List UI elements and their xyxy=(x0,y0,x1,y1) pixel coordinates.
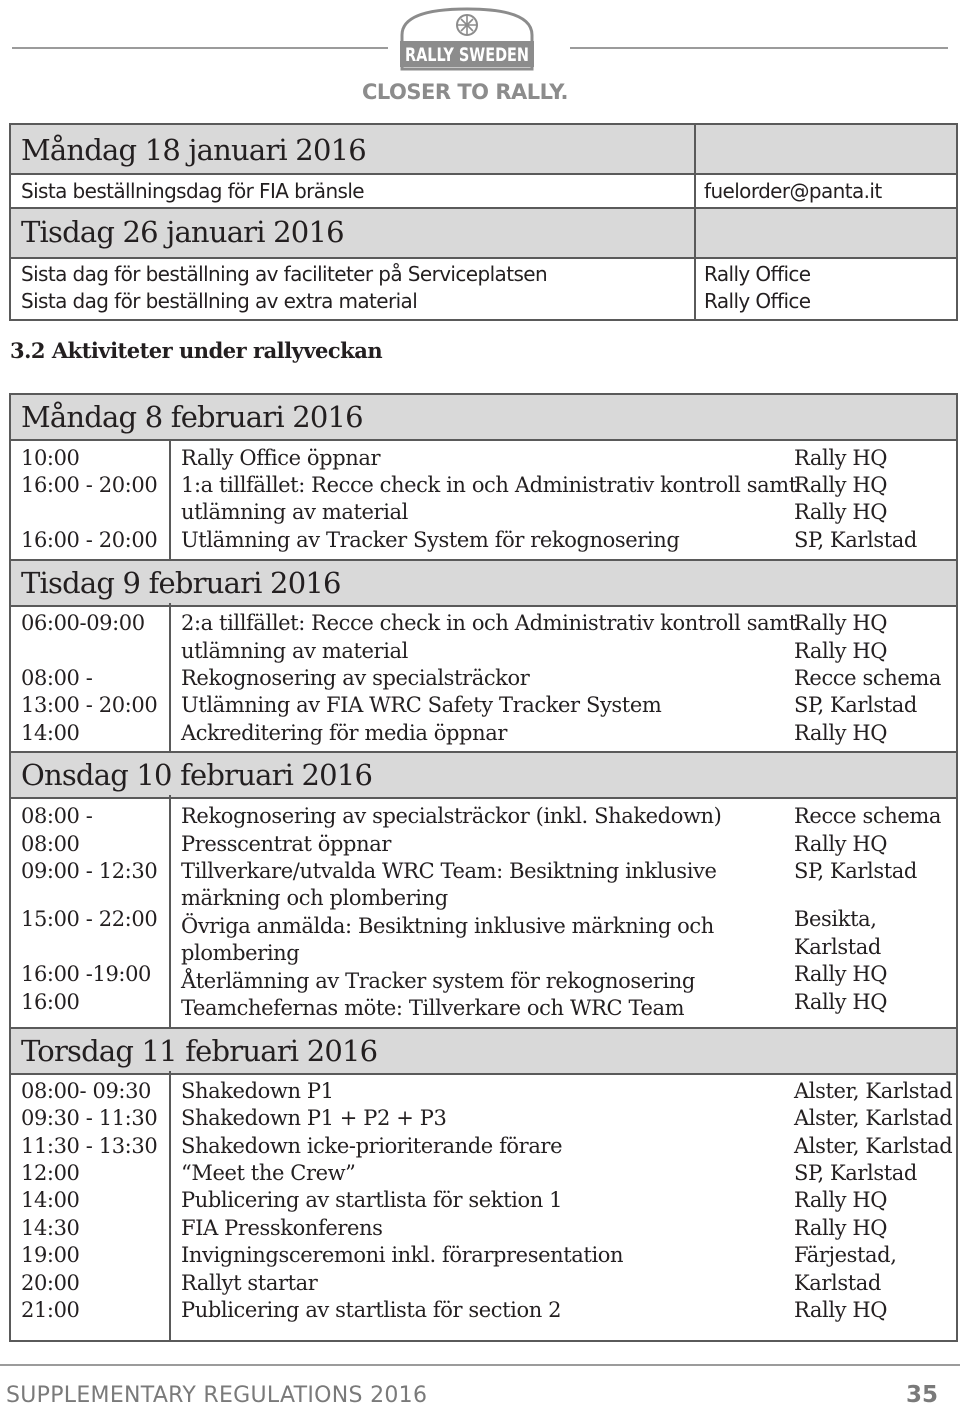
schedule-location: Recce schema xyxy=(794,666,941,690)
schedule-activity: utlämning av material xyxy=(181,500,408,524)
header-rule-left xyxy=(12,47,388,49)
schedule-time: 19:00 xyxy=(21,1243,80,1267)
schedule-time: 15:00 - 22:00 xyxy=(21,907,158,931)
schedule-time: 16:00 -19:00 xyxy=(21,962,152,986)
schedule-activity: Publicering av startlista för section 2 xyxy=(181,1298,562,1322)
schedule-time: 14:00 xyxy=(21,721,80,745)
schedule-location: Färjestad, xyxy=(794,1243,897,1267)
schedule-column-divider xyxy=(169,439,171,559)
schedule-activity: Shakedown P1 xyxy=(181,1079,334,1103)
schedule-activity: Publicering av startlista för sektion 1 xyxy=(181,1188,563,1212)
deadline-contact: fuelorder@panta.it xyxy=(704,179,882,203)
schedule-time: 11:30 - 13:30 xyxy=(21,1134,158,1158)
day-heading: Onsdag 10 februari 2016 xyxy=(21,758,373,792)
schedule-activity: Teamchefernas möte: Tillverkare och WRC Team xyxy=(181,996,685,1020)
schedule-activity: Rekognosering av specialsträckor xyxy=(181,666,530,690)
deadline-contact: Rally Office xyxy=(704,262,811,286)
schedule-time: 06:00-09:00 xyxy=(21,611,145,635)
schedule-time: 08:00 xyxy=(21,832,80,856)
schedule-activity: Shakedown P1 + P2 + P3 xyxy=(181,1106,447,1130)
schedule-location: Rally HQ xyxy=(794,1298,888,1322)
page-number: 35 xyxy=(905,1382,938,1408)
schedule-location: Alster, Karlstad xyxy=(794,1106,953,1130)
deadline-day-heading: Tisdag 26 januari 2016 xyxy=(21,215,344,249)
schedule-location: Alster, Karlstad xyxy=(794,1134,953,1158)
schedule-activity: plombering xyxy=(181,941,300,965)
deadline-day-heading: Måndag 18 januari 2016 xyxy=(21,133,366,167)
schedule-activity: Tillverkare/utvalda WRC Team: Besiktning inklusive xyxy=(181,859,717,883)
schedule-time: 21:00 xyxy=(21,1298,80,1322)
schedule-activity: Utlämning av FIA WRC Safety Tracker System xyxy=(181,693,662,717)
schedule-location: Rally HQ xyxy=(794,500,888,524)
schedule-time: 13:00 - 20:00 xyxy=(21,693,158,717)
schedule-time: 14:00 xyxy=(21,1188,80,1212)
schedule-location: Rally HQ xyxy=(794,832,888,856)
rally-sweden-logo xyxy=(396,5,538,75)
schedule-location: Rally HQ xyxy=(794,639,888,663)
deadline-description: Sista beställningsdag för FIA bränsle xyxy=(21,179,365,203)
day-heading: Måndag 8 februari 2016 xyxy=(21,400,363,434)
schedule-location: Rally HQ xyxy=(794,446,888,470)
schedule-activity: Invigningsceremoni inkl. förarpresentation xyxy=(181,1243,624,1267)
schedule-time: 08:00- 09:30 xyxy=(21,1079,152,1103)
schedule-location: Karlstad xyxy=(794,935,881,959)
schedule-time: 14:30 xyxy=(21,1216,80,1240)
schedule-activity: Rally Office öppnar xyxy=(181,446,381,470)
schedule-location: SP, Karlstad xyxy=(794,693,917,717)
schedule-time: 20:00 xyxy=(21,1271,80,1295)
schedule-time: 09:30 - 11:30 xyxy=(21,1106,158,1130)
schedule-time: 16:00 xyxy=(21,990,80,1014)
schedule-location: Rally HQ xyxy=(794,990,888,1014)
schedule-time: 09:00 - 12:30 xyxy=(21,859,158,883)
schedule-activity: Utlämning av Tracker System för rekognosering xyxy=(181,528,680,552)
schedule-location: Rally HQ xyxy=(794,1188,888,1212)
day-heading: Tisdag 9 februari 2016 xyxy=(21,566,341,600)
schedule-location: Rally HQ xyxy=(794,1216,888,1240)
deadlines-column-divider xyxy=(694,125,696,319)
schedule-location: Recce schema xyxy=(794,804,941,828)
schedule-location: Rally HQ xyxy=(794,473,888,497)
schedule-location: Besikta, xyxy=(794,907,877,931)
schedule-location: Rally HQ xyxy=(794,611,888,635)
schedule-column-divider xyxy=(169,603,171,751)
schedule-activity: märkning och plombering xyxy=(181,886,448,910)
deadline-description: Sista dag för beställning av faciliteter på Serviceplatsen xyxy=(21,262,548,286)
schedule-location: Karlstad xyxy=(794,1271,881,1295)
header-rule-right xyxy=(570,47,948,49)
schedule-activity: Rekognosering av specialsträckor (inkl. Shakedown) xyxy=(181,804,722,828)
schedule-time: 10:00 xyxy=(21,446,80,470)
schedule-location: Rally HQ xyxy=(794,962,888,986)
schedule-time: 08:00 - xyxy=(21,666,93,690)
section-title: 3.2 Aktiviteter under rallyveckan xyxy=(10,338,383,363)
logo-tagline: CLOSER TO RALLY. xyxy=(362,80,568,104)
deadline-contact: Rally Office xyxy=(704,289,811,313)
schedule-activity: 1:a tillfället: Recce check in och Administrativ kontroll samt xyxy=(181,473,797,497)
schedule-activity: “Meet the Crew” xyxy=(181,1161,356,1185)
deadline-description: Sista dag för beställning av extra material xyxy=(21,289,418,313)
schedule-activity: Övriga anmälda: Besiktning inklusive märkning och xyxy=(181,914,714,938)
footer-label: SUPPLEMENTARY REGULATIONS 2016 xyxy=(6,1383,428,1408)
schedule-activity: 2:a tillfället: Recce check in och Administrativ kontroll samt xyxy=(181,611,797,635)
schedule-column-divider xyxy=(169,1071,171,1340)
schedule-activity: Ackreditering för media öppnar xyxy=(181,721,507,745)
svg-text:RALLY SWEDEN: RALLY SWEDEN xyxy=(405,44,529,66)
schedule-time: 16:00 - 20:00 xyxy=(21,528,158,552)
schedule-location: Rally HQ xyxy=(794,721,888,745)
schedule-column-divider xyxy=(169,795,171,1027)
schedule-activity: Presscentrat öppnar xyxy=(181,832,391,856)
schedule-location: SP, Karlstad xyxy=(794,859,917,883)
schedule-location: SP, Karlstad xyxy=(794,528,917,552)
schedule-time: 08:00 - xyxy=(21,804,93,828)
schedule-box xyxy=(9,393,958,1342)
schedule-time: 12:00 xyxy=(21,1161,80,1185)
day-heading: Torsdag 11 februari 2016 xyxy=(21,1034,378,1068)
schedule-time: 16:00 - 20:00 xyxy=(21,473,158,497)
schedule-activity: Shakedown icke-prioriterande förare xyxy=(181,1134,563,1158)
deadlines-box xyxy=(9,123,958,321)
schedule-location: Alster, Karlstad xyxy=(794,1079,953,1103)
schedule-activity: utlämning av material xyxy=(181,639,408,663)
schedule-activity: Rallyt startar xyxy=(181,1271,318,1295)
footer-rule xyxy=(0,1364,960,1366)
schedule-activity: FIA Presskonferens xyxy=(181,1216,383,1240)
schedule-activity: Återlämning av Tracker system för rekognosering xyxy=(181,969,695,993)
schedule-location: SP, Karlstad xyxy=(794,1161,917,1185)
